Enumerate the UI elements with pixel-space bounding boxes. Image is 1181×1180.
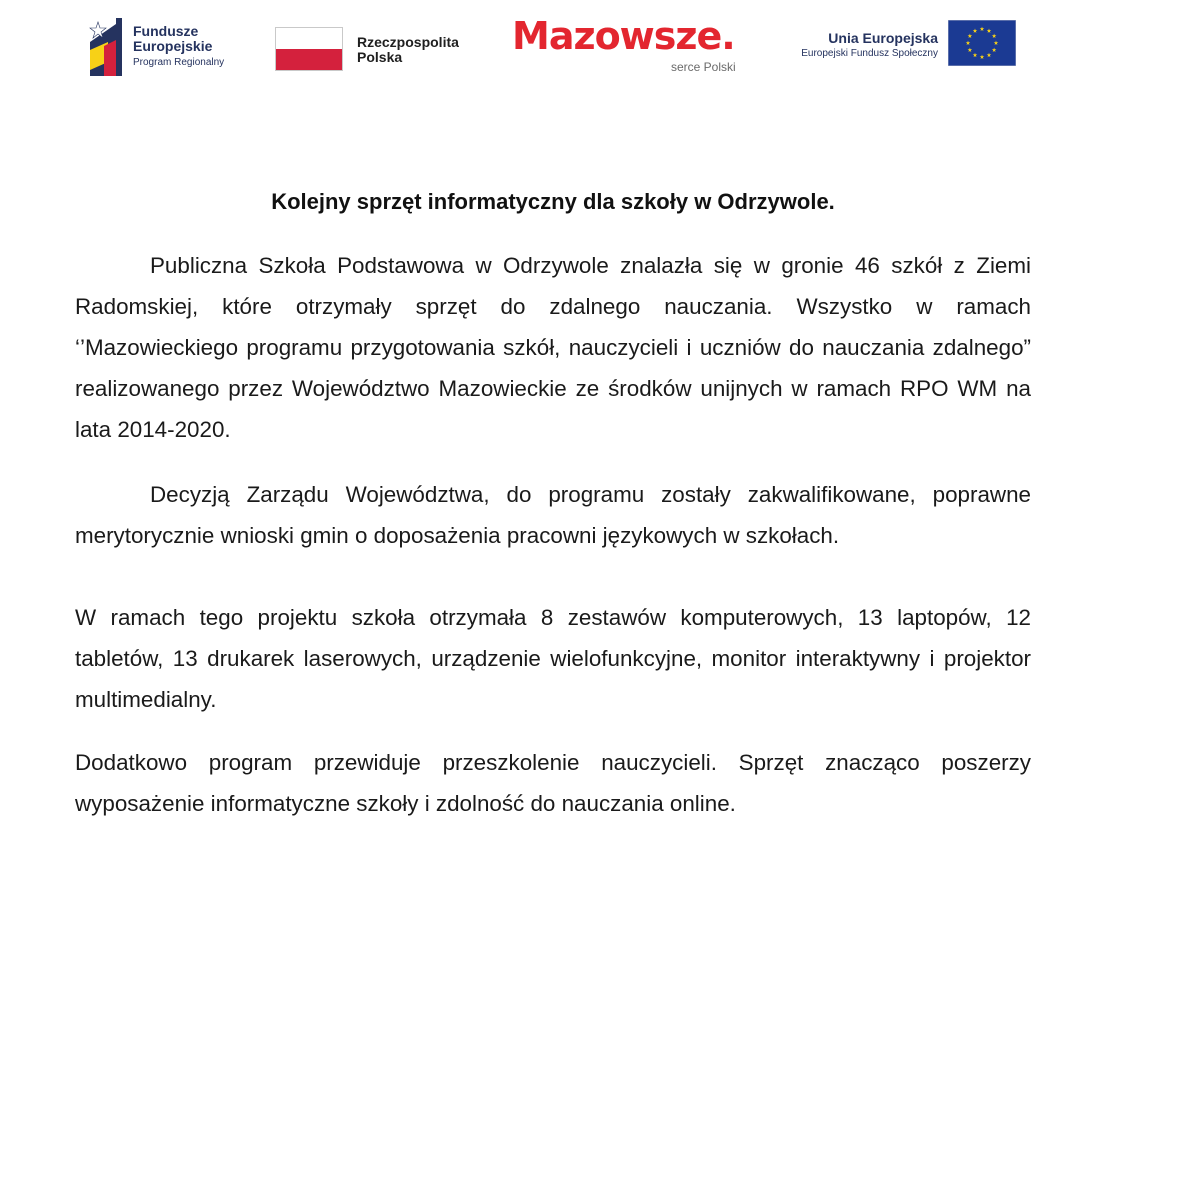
paragraph-decision: Decyzją Zarządu Województwa, do programu zostały zakwalifikowane, poprawne merytorycznie wnioski gmin o doposażenia pracowni językowych w szkołach. <box>75 482 1031 548</box>
unia-europejska-logo <box>790 20 1020 70</box>
logo-strip <box>0 14 1181 84</box>
mazowsze-wordmark: Mazowsze. <box>512 14 735 58</box>
rzeczpospolita-polska-text <box>357 35 459 65</box>
document-title: Kolejny sprzęt informatyczny dla szkoły w Odrzywole. <box>271 189 835 214</box>
fundusze-europejskie-emblem-icon <box>86 16 126 78</box>
rp-line-1: Rzeczpospolita <box>357 34 459 50</box>
mazowsze-logo <box>512 14 752 78</box>
rp-line-2: Polska <box>357 49 403 65</box>
fe-line-2: Europejskie <box>133 38 213 54</box>
eu-flag-icon <box>948 20 1016 66</box>
paragraph-intro: Publiczna Szkoła Podstawowa w Odrzywole znalazła się w gronie 46 szkół z Ziemi Radomskiej, które otrzymały sprzęt do zdalnego nauczania. Wszystko w ramach ‘’Mazowieckiego programu przygotowania szkół, nauczycieli i uczniów do nauczania zdalnego” realizowanego przez Województwo Mazowieckie ze środków unijnych w ramach RPO WM na lata 2014-2020. <box>75 253 1031 442</box>
mazowsze-tagline: serce Polski <box>671 60 736 74</box>
fe-line-3: Program Regionalny <box>133 57 225 68</box>
rzeczpospolita-polska-logo <box>275 27 485 73</box>
paragraph-equipment: W ramach tego projektu szkoła otrzymała 8 zestawów komputerowych, 13 laptopów, 12 tabletów, 13 drukarek laserowych, urządzenie wielofunkcyjne, monitor interaktywny i projektor multimedialny. <box>75 605 1031 712</box>
fe-line-1: Fundusze <box>133 23 199 39</box>
ue-line-1: Unia Europejska <box>828 30 938 46</box>
unia-europejska-text <box>790 30 938 60</box>
fundusze-europejskie-logo <box>86 16 246 78</box>
paragraph-training: Dodatkowo program przewiduje przeszkolenie nauczycieli. Sprzęt znacząco poszerzy wyposażenie informatyczne szkoły i zdolność do nauczania online. <box>75 750 1031 816</box>
ue-line-2: Europejski Fundusz Społeczny <box>801 48 938 59</box>
fundusze-europejskie-text <box>133 24 224 70</box>
polish-flag-icon <box>275 27 343 71</box>
